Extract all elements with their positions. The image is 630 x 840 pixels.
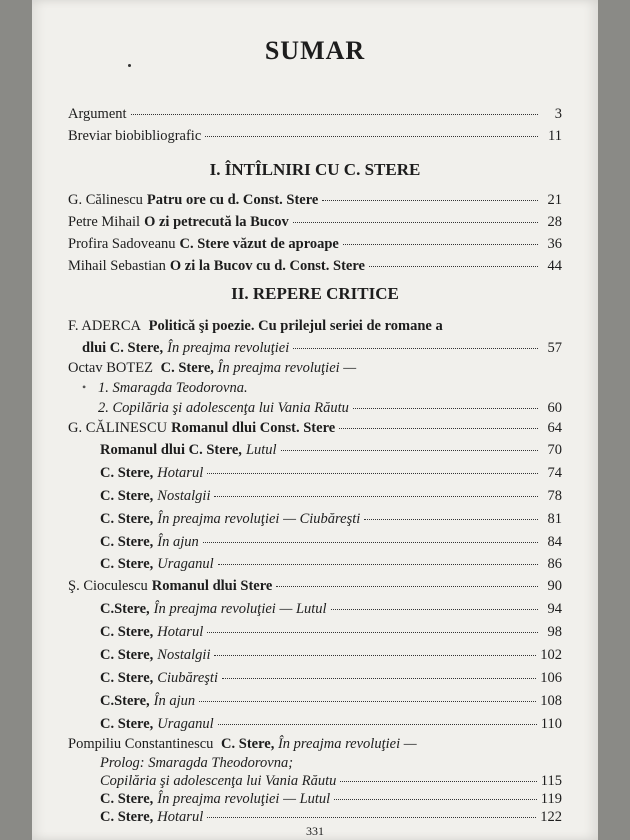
leader-dots: [131, 114, 538, 115]
toc-work-title: Uraganul: [157, 716, 214, 732]
leader-dots: [276, 586, 538, 587]
toc-page-number: 60: [547, 400, 562, 416]
toc-work-title: Nostalgii: [157, 488, 211, 504]
toc-author: Petre Mihail: [68, 214, 141, 230]
toc-page-number: 86: [547, 556, 562, 572]
leader-dots: [364, 519, 538, 520]
toc-page-number: 108: [540, 693, 562, 709]
toc-page-number: 36: [547, 236, 562, 252]
toc-page-number: 119: [540, 791, 562, 807]
leader-dots: [207, 817, 536, 818]
leader-dots: [214, 496, 538, 497]
toc-page-number: 81: [547, 511, 562, 527]
toc-work-title: În ajun: [153, 693, 196, 709]
toc-work: C.Stere,: [100, 693, 150, 709]
toc-work-title: În preajma revoluţiei — Lutul: [153, 601, 327, 617]
toc-entry-botez: [68, 360, 562, 377]
toc-author: Pompiliu Constantinescu: [68, 736, 214, 752]
toc-page-number: 122: [540, 809, 562, 825]
leader-dots: [207, 473, 538, 474]
toc-entry-argument: [68, 106, 562, 128]
toc-page-number: 57: [547, 340, 562, 356]
toc-work: C. Stere,: [100, 556, 154, 572]
toc-work-title: Hotarul: [157, 465, 204, 481]
toc-work: C. Stere,: [160, 360, 218, 376]
toc-entry: [100, 670, 562, 692]
toc-entry: [68, 236, 562, 258]
toc-author: Ş. Cioculescu: [68, 578, 148, 594]
toc-work: C. Stere,: [100, 670, 154, 686]
toc-page-number: 102: [540, 647, 562, 663]
toc-work: C. Stere,: [221, 736, 278, 752]
toc-work: C. Stere,: [100, 624, 154, 640]
toc-label: Argument: [68, 106, 127, 122]
leader-dots: [322, 200, 538, 201]
toc-work-title: Nostalgii: [157, 647, 211, 663]
toc-work-title: Lutul: [245, 442, 277, 458]
toc-subentry: [98, 380, 592, 397]
toc-work-title: În preajma revoluţiei: [167, 340, 290, 356]
toc-work: C. Stere,: [100, 716, 154, 732]
toc-subtitle: 2. Copilăria şi adolescenţa lui Vania Răutu: [98, 400, 349, 416]
toc-entry: [100, 442, 562, 464]
toc-entry: [100, 809, 562, 831]
leader-dots: [281, 450, 538, 451]
toc-work: C. Stere,: [100, 511, 154, 527]
toc-entry: [100, 693, 562, 715]
toc-subtitle: Copilăria şi adolescenţa lui Vania Răutu: [100, 773, 337, 789]
toc-page-number: 115: [540, 773, 562, 789]
toc-page-number: 64: [547, 420, 562, 436]
ink-dot: [128, 64, 131, 67]
leader-dots: [334, 799, 537, 800]
toc-entry-cioculescu: [68, 578, 562, 600]
leader-dots: [293, 222, 538, 223]
leader-dots: [218, 724, 537, 725]
toc-work: Politică şi poezie. Cu prilejul seriei de romane a: [148, 318, 443, 334]
toc-entry: [68, 214, 562, 236]
toc-entry: [100, 556, 562, 578]
toc-author: F. ADERCA: [68, 318, 141, 334]
leader-dots: [353, 408, 538, 409]
toc-page-number: 3: [554, 106, 562, 122]
toc-page-number: 90: [547, 578, 562, 594]
toc-author: Mihail Sebastian: [68, 258, 166, 274]
toc-author: Octav BOTEZ: [68, 360, 153, 376]
toc-work: C. Stere văzut de aproape: [179, 236, 339, 252]
leader-dots: [222, 678, 536, 679]
toc-page-number: 44: [547, 258, 562, 274]
toc-page-number: 21: [547, 192, 562, 208]
toc-work-title: În preajma revoluţiei —: [217, 360, 357, 376]
toc-work: C. Stere,: [100, 647, 154, 663]
toc-entry-constantinescu: [68, 736, 562, 753]
leader-dots: [214, 655, 536, 656]
leader-dots: [340, 781, 536, 782]
toc-entry: [68, 258, 562, 280]
toc-entry: [68, 192, 562, 214]
leader-dots: [199, 701, 536, 702]
section-title-2: II. REPERE CRITICE: [231, 284, 399, 303]
toc-entry: [100, 647, 562, 669]
leader-dots: [205, 136, 538, 137]
page-title: SUMAR: [264, 36, 366, 65]
toc-work: C. Stere,: [100, 465, 154, 481]
leader-dots: [218, 564, 538, 565]
toc-work: dlui C. Stere,: [82, 340, 164, 356]
toc-work: C. Stere,: [100, 534, 154, 550]
toc-work: Romanul dlui C. Stere,: [100, 442, 242, 458]
toc-author: G. CĂLINESCU: [68, 420, 168, 436]
toc-label: Breviar biobibliografic: [68, 128, 202, 144]
toc-entry: [100, 511, 562, 533]
leader-dots: [207, 632, 538, 633]
toc-entry: [100, 465, 562, 487]
leader-dots: [369, 266, 538, 267]
toc-entry-calinescu: [68, 420, 562, 442]
toc-work: C. Stere,: [100, 488, 154, 504]
toc-page-number: 84: [547, 534, 562, 550]
toc-work-title: Hotarul: [157, 809, 204, 825]
leader-dots: [339, 428, 538, 429]
toc-work-title: Ciubăreşti: [157, 670, 218, 686]
toc-entry: [100, 601, 562, 623]
toc-page-number: 28: [547, 214, 562, 230]
toc-work: Romanul dlui Stere: [151, 578, 273, 594]
toc-page-number: 11: [548, 128, 562, 144]
toc-entry-aderca-line1: [68, 318, 562, 335]
toc-author: Profira Sadoveanu: [68, 236, 176, 252]
toc-page-number: 74: [547, 465, 562, 481]
toc-subtitle: Prolog: Smaragda Theodorovna;: [100, 755, 294, 771]
toc-work-title: În preajma revoluţiei —: [277, 736, 417, 752]
page-number-folio: 331: [306, 824, 324, 838]
leader-dots: [331, 609, 538, 610]
leader-dots: [293, 348, 538, 349]
toc-work: C.Stere,: [100, 601, 150, 617]
toc-subentry: [100, 755, 594, 772]
section-title-1: I. ÎNTÎLNIRI CU C. STERE: [209, 160, 421, 179]
leader-dots: [203, 542, 538, 543]
book-page: [32, 0, 598, 840]
toc-work-title: În preajma revoluţiei — Ciubăreşti: [157, 511, 361, 527]
toc-entry-breviar: [68, 128, 562, 150]
toc-work-title: În ajun: [157, 534, 199, 550]
leader-dots: [343, 244, 538, 245]
toc-work: C. Stere,: [100, 791, 154, 807]
bullet-icon: •: [82, 380, 87, 394]
toc-page-number: 98: [547, 624, 562, 640]
toc-entry: [100, 624, 562, 646]
toc-work-title: În preajma revoluţiei — Lutul: [157, 791, 331, 807]
toc-page-number: 94: [547, 601, 562, 617]
toc-page-number: 78: [547, 488, 562, 504]
toc-work: Patru ore cu d. Const. Stere: [146, 192, 319, 208]
toc-author: G. Călinescu: [68, 192, 143, 208]
toc-entry: [100, 488, 562, 510]
toc-work-title: Uraganul: [157, 556, 214, 572]
toc-page-number: 110: [540, 716, 562, 732]
toc-page-number: 106: [540, 670, 562, 686]
toc-work: Romanul dlui Const. Stere: [171, 420, 336, 436]
toc-page-number: 70: [547, 442, 562, 458]
toc-subentry: [98, 400, 562, 422]
toc-entry: [100, 534, 562, 556]
toc-work: C. Stere,: [100, 809, 154, 825]
toc-work-title: Hotarul: [157, 624, 204, 640]
toc-entry: [100, 716, 562, 738]
toc-entry-aderca-line2: [82, 340, 562, 362]
toc-work: O zi petrecută la Bucov: [144, 214, 289, 230]
toc-subtitle: 1. Smaragda Teodorovna.: [98, 380, 248, 396]
toc-work: O zi la Bucov cu d. Const. Stere: [169, 258, 365, 274]
